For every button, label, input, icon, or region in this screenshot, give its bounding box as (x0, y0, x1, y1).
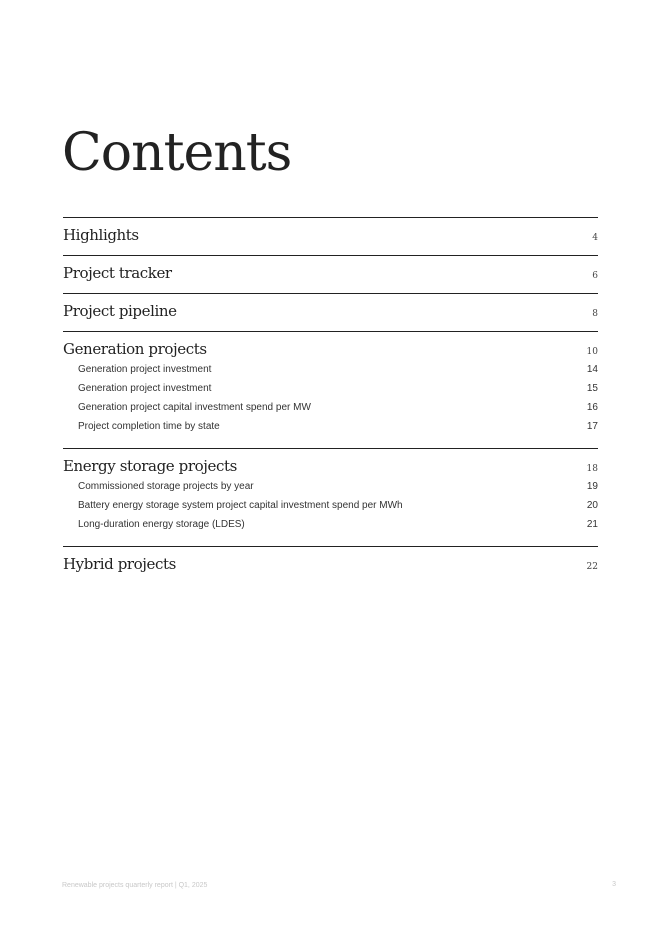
toc-subsection-title[interactable]: Long-duration energy storage (LDES) (78, 519, 245, 530)
toc-section-page-number: 6 (592, 271, 598, 281)
toc-section-row[interactable] (63, 226, 598, 244)
toc-subsection-page-number: 15 (586, 383, 598, 394)
toc-subsection-title[interactable]: Generation project investment (78, 364, 212, 375)
toc-section-row[interactable] (63, 457, 598, 475)
toc-section-page-number: 18 (586, 464, 598, 474)
toc-subsection-item[interactable] (63, 383, 598, 402)
toc-subsection-page-number: 14 (586, 364, 598, 375)
toc-subsection-title[interactable]: Battery energy storage system project capital investment spend per MWh (78, 500, 403, 511)
toc-section-project-pipeline[interactable] (63, 293, 598, 331)
toc-section-row[interactable] (63, 302, 598, 320)
toc-section-title[interactable]: Hybrid projects (63, 555, 176, 573)
toc-section-title[interactable]: Energy storage projects (63, 457, 237, 475)
toc-subsection-item[interactable] (63, 364, 598, 383)
toc-subsection-page-number: 19 (586, 481, 598, 492)
toc-subsection-item[interactable] (63, 500, 598, 519)
toc-section-page-number: 8 (592, 309, 598, 319)
toc-subsection-title[interactable]: Generation project capital investment spend per MW (78, 402, 311, 413)
toc-subsection-item[interactable] (63, 481, 598, 500)
toc-section-hybrid-projects[interactable] (63, 546, 598, 584)
toc-section-title[interactable]: Project tracker (63, 264, 172, 282)
toc-section-highlights[interactable] (63, 217, 598, 255)
footer-page-number: 3 (612, 881, 616, 888)
toc-section-title[interactable]: Highlights (63, 226, 139, 244)
toc-subsection-item[interactable] (63, 421, 598, 440)
toc-subsection-title[interactable]: Commissioned storage projects by year (78, 481, 254, 492)
toc-subsection-item[interactable] (63, 519, 598, 538)
page-title: Contents (62, 123, 292, 183)
table-of-contents (63, 217, 598, 584)
toc-section-title[interactable]: Generation projects (63, 340, 207, 358)
footer-report-title: Renewable projects quarterly report | Q1, 2025 (62, 882, 208, 889)
toc-section-page-number: 22 (586, 562, 598, 572)
toc-subsection-list (63, 364, 598, 440)
toc-subsection-page-number: 17 (586, 421, 598, 432)
toc-section-project-tracker[interactable] (63, 255, 598, 293)
toc-section-page-number: 10 (586, 347, 598, 357)
toc-section-row[interactable] (63, 555, 598, 573)
toc-section-page-number: 4 (592, 233, 598, 243)
toc-section-title[interactable]: Project pipeline (63, 302, 177, 320)
toc-section-energy-storage-projects[interactable] (63, 448, 598, 546)
toc-section-row[interactable] (63, 340, 598, 358)
toc-section-generation-projects[interactable] (63, 331, 598, 448)
toc-subsection-list (63, 481, 598, 538)
toc-subsection-page-number: 21 (586, 519, 598, 530)
toc-subsection-title[interactable]: Generation project investment (78, 383, 212, 394)
toc-section-row[interactable] (63, 264, 598, 282)
toc-subsection-item[interactable] (63, 402, 598, 421)
toc-subsection-page-number: 16 (586, 402, 598, 413)
toc-subsection-title[interactable]: Project completion time by state (78, 421, 220, 432)
toc-subsection-page-number: 20 (586, 500, 598, 511)
